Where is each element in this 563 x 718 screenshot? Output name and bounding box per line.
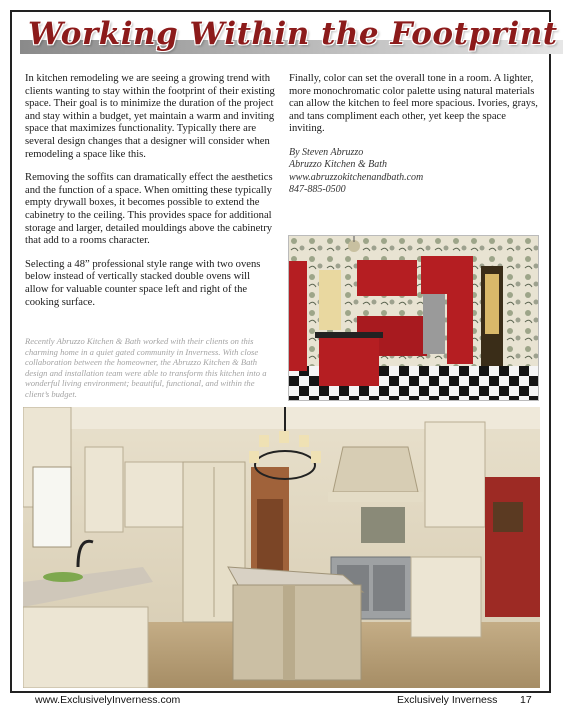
paragraph-3: Selecting a 48” professional style range with two ovens below instead of vertically stacked double ovens will allow for valuable counter space left and right of the cooking surface. [25, 258, 261, 308]
before-kitchen-photo [288, 235, 539, 401]
byline-website[interactable]: www.abruzzokitchenandbath.com [289, 171, 424, 183]
footer-website[interactable]: www.ExclusivelyInverness.com [35, 694, 181, 706]
paragraph-4: Finally, color can set the overall tone in a room. A lighter, more monochromatic color palette using natural materials can allow the kitchen to feel more spacious. Ivories, grays, and tans compliment each other, yet keep the space inviting. [289, 73, 538, 135]
byline-company: Abruzzo Kitchen & Bath [289, 159, 388, 171]
page-number: 17 [520, 694, 532, 706]
article-title: Working Within the Footprint [28, 16, 558, 52]
photo-caption: Recently Abruzzo Kitchen & Bath worked with their clients on this charming home in a quiet gated community in Inverness. With close collaboration between the homeowner, the Abruzzo Kitchen & Bath design and installation team were able to transform this kitchen into a wonderful living environment; beautiful, functional, and within the client’s budget. [25, 336, 267, 399]
right-column [289, 73, 544, 197]
paragraph-1: In kitchen remodeling we are seeing a growing trend with clients wanting to stay within the footprint of their existing space. Their goal is to minimize the duration of the project and stay within a budget, yet maintain a warm and inviting space that maximizes functionality. Typically there are several design changes that a designer will consider when remodeling a space like this. [25, 73, 275, 160]
after-kitchen-photo [23, 407, 540, 688]
left-column [25, 73, 275, 320]
byline [289, 147, 544, 197]
byline-author: By Steven Abruzzo [289, 146, 364, 158]
footer-publication: Exclusively Inverness [397, 694, 498, 706]
paragraph-2: Removing the soffits can dramatically effect the aesthetics and the function of a space. When omitting these typically empty drywall boxes, it becomes possible to extend the cabinetry to the ceiling. This provides space for additional storage and larger, detailed mouldings above the cabinetry that add to a rooms character. [25, 172, 273, 247]
byline-phone: 847-885-0500 [289, 184, 346, 196]
